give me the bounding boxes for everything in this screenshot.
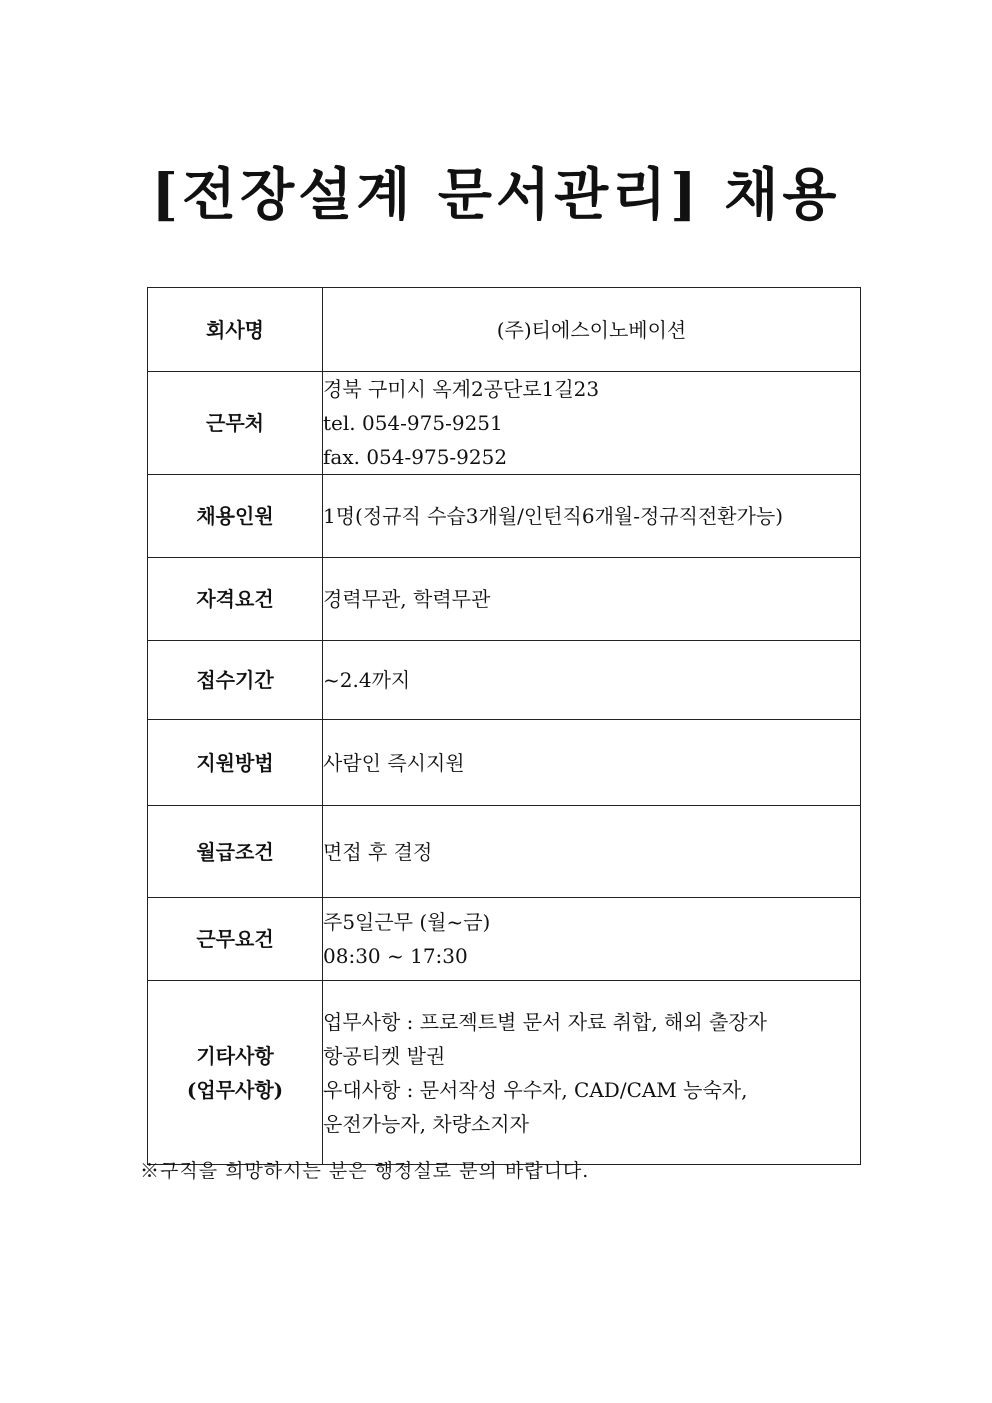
label-period: 접수기간 [148, 641, 323, 720]
page-title: [전장설계 문서관리] 채용 [151, 162, 841, 228]
value-workplace [323, 372, 861, 475]
preferred-line-1: 우대사항 : 문서작성 우수자, CAD/CAM 능숙자, [323, 1077, 748, 1102]
value-qualification: 경력무관, 학력무관 [323, 558, 861, 641]
label-salary: 월급조건 [148, 806, 323, 898]
label-other-line-2: (업무사항) [186, 1077, 284, 1102]
table-row-company [148, 288, 861, 372]
value-headcount: 1명(정규직 수습3개월/인턴직6개월-정규직전환가능) [323, 475, 861, 558]
footer-note: ※구직을 희망하시는 분은 행정실로 문의 바랍니다. [140, 1160, 590, 1182]
preferred-line-2: 운전가능자, 차량소지자 [323, 1111, 529, 1136]
value-apply-method: 사람인 즉시지원 [323, 720, 861, 806]
table-row-salary [148, 806, 861, 898]
value-period: ~2.4까지 [323, 641, 861, 720]
value-salary: 면접 후 결정 [323, 806, 861, 898]
label-apply-method: 지원방법 [148, 720, 323, 806]
label-workplace: 근무처 [148, 372, 323, 475]
label-other-line-1: 기타사항 [196, 1043, 274, 1068]
table-row-workplace [148, 372, 861, 475]
work-hours: 08:30 ~ 17:30 [323, 944, 468, 968]
table-row-period [148, 641, 861, 720]
value-work-conditions [323, 898, 861, 981]
workplace-tel: tel. 054-975-9251 [323, 411, 503, 435]
label-headcount: 채용인원 [148, 475, 323, 558]
duties-line-2: 항공티켓 발권 [323, 1043, 446, 1068]
table-row-apply-method [148, 720, 861, 806]
workplace-address: 경북 구미시 옥계2공단로1길23 [323, 377, 600, 401]
table-row-other [148, 981, 861, 1165]
value-other [323, 981, 861, 1165]
table-row-work-conditions [148, 898, 861, 981]
work-days: 주5일근무 (월~금) [323, 910, 491, 934]
job-info-table [147, 287, 861, 1165]
workplace-fax: fax. 054-975-9252 [323, 445, 508, 469]
label-company: 회사명 [148, 288, 323, 372]
label-qualification: 자격요건 [148, 558, 323, 641]
label-other [148, 981, 323, 1165]
table-row-qualification [148, 558, 861, 641]
label-work-conditions: 근무요건 [148, 898, 323, 981]
duties-line-1: 업무사항 : 프로젝트별 문서 자료 취합, 해외 출장자 [323, 1009, 767, 1034]
value-company: (주)티에스이노베이션 [323, 288, 861, 372]
table-row-headcount [148, 475, 861, 558]
